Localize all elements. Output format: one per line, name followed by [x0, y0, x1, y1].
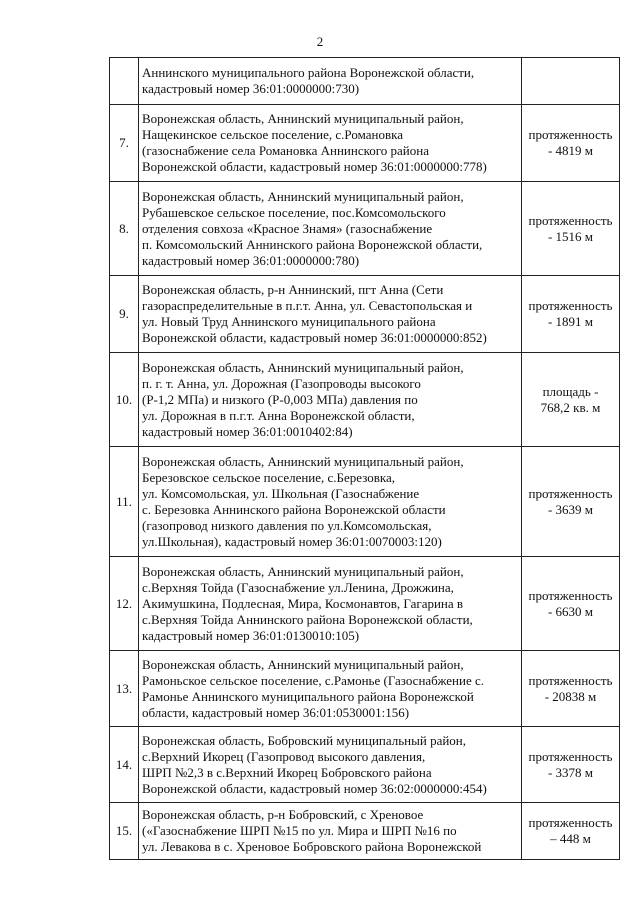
description-line: Рамонье Аннинского муниципального района Воронежской: [142, 688, 474, 704]
row-number: 9.: [110, 276, 139, 353]
description-line: (Р-1,2 МПа) и низкого (Р-0,003 МПа) давления по: [142, 391, 418, 407]
table-row: [110, 276, 620, 353]
object-description: [139, 557, 522, 651]
table-row: [110, 727, 620, 803]
size-line: протяженность: [528, 212, 613, 228]
description-line: Нащекинское сельское поселение, с.Романовка: [142, 127, 403, 142]
description-line: ул.Школьная), кадастровый номер 36:01:0070003:120): [142, 533, 442, 549]
size-line: - 3639 м: [547, 501, 594, 517]
description-line: с. Березовка Аннинского района Воронежской области: [142, 501, 446, 517]
size-line: протяженность: [528, 298, 613, 313]
size-line: - 20838 м: [544, 688, 597, 704]
object-size: [522, 651, 620, 727]
object-size: [522, 182, 620, 276]
object-description: [139, 803, 522, 860]
object-description: [139, 447, 522, 557]
description-line: Рубашевское сельское поселение, пос.Комсомольского: [142, 204, 446, 220]
register-table-body: [110, 58, 620, 860]
object-size: [522, 557, 620, 651]
size-line: - 1516 м: [547, 228, 594, 244]
description-line: Воронежской области, кадастровый номер 36:01:0000000:778): [142, 159, 487, 174]
size-line: протяженность: [528, 815, 613, 830]
description-line: кадастровый номер 36:01:0000000:730): [142, 81, 360, 96]
table-row: [110, 105, 620, 182]
description-line: Воронежская область, р-н Аннинский, пгт Анна (Сети: [142, 282, 444, 297]
object-size: [522, 803, 620, 860]
description-line: (газопровод низкого давления по ул.Комсомольская,: [142, 517, 432, 533]
object-description: [139, 353, 522, 447]
table-row: [110, 447, 620, 557]
size-line: 768,2 кв. м: [540, 399, 601, 415]
description-line: («Газоснабжение ШРП №15 по ул. Мира и ШРП №16 по: [142, 823, 457, 838]
row-number: 12.: [110, 557, 139, 651]
description-line: Рамоньское сельское поселение, с.Рамонье (Газоснабжение с.: [142, 672, 485, 688]
description-line: кадастровый номер 36:01:0000000:780): [142, 252, 360, 268]
row-number: 13.: [110, 651, 139, 727]
description-line: Воронежская область, р-н Бобровский, с Хреновое: [142, 807, 424, 822]
object-description: [139, 727, 522, 803]
description-line: Воронежская область, Бобровский муниципальный район,: [142, 732, 466, 748]
size-line: протяженность: [528, 485, 613, 501]
table-row: [110, 58, 620, 105]
description-line: с.Верхний Икорец (Газопровод высокого давления,: [142, 748, 426, 764]
register-table: [109, 57, 620, 860]
object-description: [139, 276, 522, 353]
description-line: п. г. т. Анна, ул. Дорожная (Газопроводы высокого: [142, 375, 421, 391]
row-number: [110, 58, 139, 105]
object-size: [522, 727, 620, 803]
size-line: - 3378 м: [547, 764, 594, 780]
description-line: Березовское сельское поселение, с.Березовка,: [142, 469, 396, 485]
size-line: протяженность: [528, 587, 613, 603]
description-line: Воронежская область, Аннинский муниципальный район,: [142, 359, 464, 375]
description-line: ул. Новый Труд Аннинского муниципального района: [142, 314, 436, 329]
object-description: [139, 105, 522, 182]
object-size: [522, 353, 620, 447]
description-line: Воронежской области, кадастровый номер 36:02:0000000:454): [142, 780, 487, 796]
description-line: газораспределительные в п.г.т. Анна, ул. Севастопольская и: [142, 298, 473, 313]
row-number: 15.: [110, 803, 139, 860]
row-number: 11.: [110, 447, 139, 557]
description-line: Акимушкина, Подлесная, Мира, Космонавтов, Гагарина в: [142, 595, 464, 611]
description-line: ул. Левакова в с. Хреновое Бобровского района Воронежской: [142, 839, 482, 854]
description-line: Воронежская область, Аннинский муниципальный район,: [142, 656, 464, 672]
table-row: [110, 651, 620, 727]
description-line: Воронежская область, Аннинский муниципальный район,: [142, 111, 464, 126]
description-line: ШРП №2,3 в с.Верхний Икорец Бобровского района: [142, 764, 432, 780]
size-line: – 448 м: [550, 831, 591, 846]
description-line: отделения совхоза «Красное Знамя» (газоснабжение: [142, 220, 433, 236]
description-line: Воронежская область, Аннинский муниципальный район,: [142, 453, 464, 469]
size-line: протяженность: [528, 127, 613, 142]
object-description: [139, 182, 522, 276]
table-row: [110, 803, 620, 860]
description-line: Воронежская область, Аннинский муниципальный район,: [142, 188, 464, 204]
object-size: [522, 105, 620, 182]
object-description: [139, 58, 522, 105]
description-line: ул. Дорожная в п.г.т. Анна Воронежской области,: [142, 407, 415, 423]
size-line: площадь -: [542, 383, 599, 399]
size-line: протяженность: [528, 748, 613, 764]
row-number: 14.: [110, 727, 139, 803]
description-line: с.Верхняя Тойда Аннинского района Воронежской области,: [142, 611, 473, 627]
description-line: области, кадастровый номер 36:01:0530001:156): [142, 704, 410, 720]
size-line: протяженность: [528, 672, 613, 688]
object-description: [139, 651, 522, 727]
description-line: ул. Комсомольская, ул. Школьная (Газоснабжение: [142, 485, 420, 501]
object-size: [522, 447, 620, 557]
row-number: 10.: [110, 353, 139, 447]
row-number: 8.: [110, 182, 139, 276]
description-line: п. Комсомольский Аннинского района Воронежской области,: [142, 236, 483, 252]
size-line: - 4819 м: [547, 143, 594, 158]
description-line: кадастровый номер 36:01:0130010:105): [142, 627, 360, 643]
table-row: [110, 557, 620, 651]
object-size: [522, 276, 620, 353]
page-number: 2: [316, 34, 324, 49]
description-line: (газоснабжение села Романовка Аннинского района: [142, 143, 429, 158]
size-line: - 1891 м: [547, 314, 594, 329]
table-row: [110, 353, 620, 447]
table-row: [110, 182, 620, 276]
description-line: кадастровый номер 36:01:0010402:84): [142, 423, 353, 439]
description-line: Аннинского муниципального района Воронежской области,: [142, 65, 475, 80]
description-line: Воронежская область, Аннинский муниципальный район,: [142, 563, 464, 579]
description-line: Воронежской области, кадастровый номер 36:01:0000000:852): [142, 330, 487, 345]
row-number: 7.: [110, 105, 139, 182]
size-line: - 6630 м: [547, 603, 594, 619]
description-line: с.Верхняя Тойда (Газоснабжение ул.Ленина, Дрожжина,: [142, 579, 454, 595]
object-size: [522, 58, 620, 105]
